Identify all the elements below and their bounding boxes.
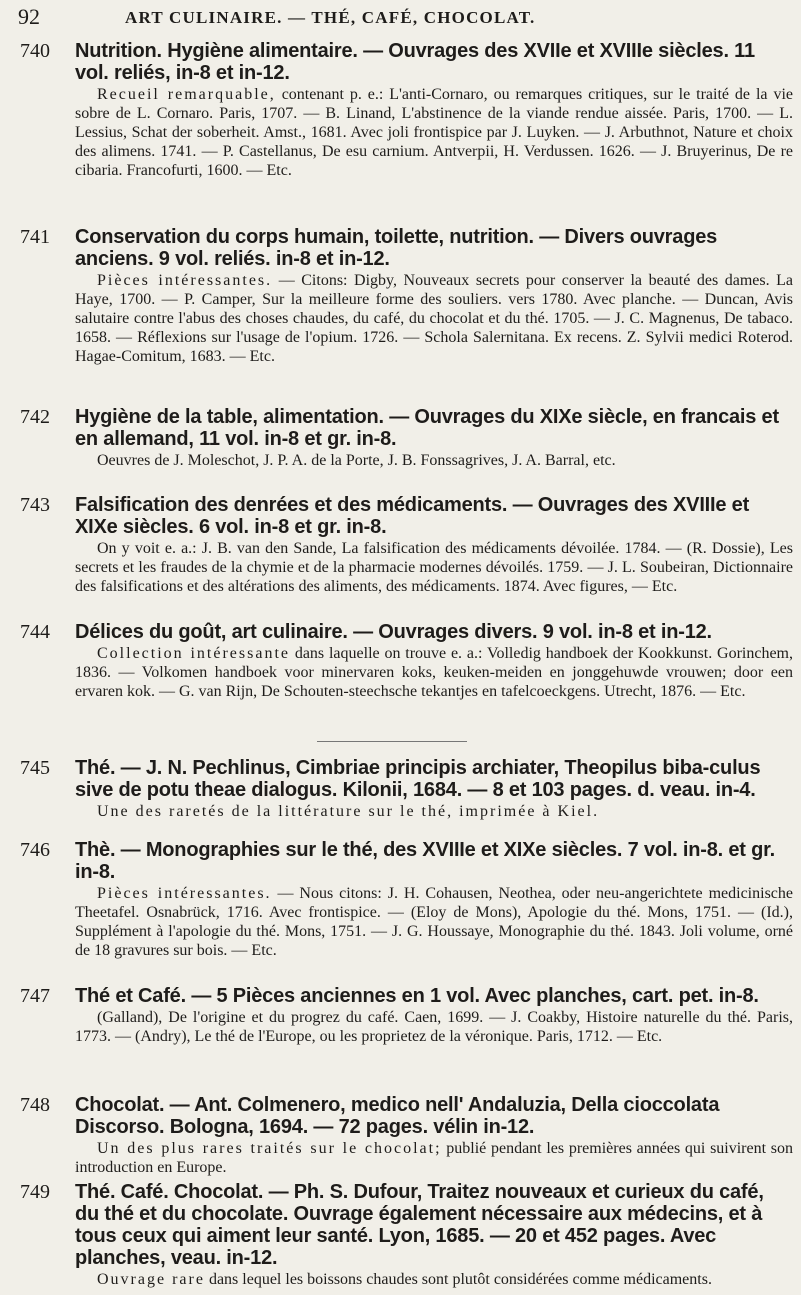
entry-text: — Citons: Digby, Nouveaux secrets pour conserver la beauté des dames. La Haye, 1700. — P. Camper, Sur la meilleure forme des souliers. vers 1780. Avec planche. — Duncan, Avis salutaire contre l'abus des choses chaudes, du café, du chocolat et du thé. 1705. — J. C. Magnenus, De tabaco. 1658. — Réflexions sur l'usage de l'opium. 1726. — Schola Salernitana. Ex recens. Z. Sylvii medici Roterod. Hagae-Comitum, 1683. — Etc. xyxy=(75,272,794,365)
entry-lead: Collection intéressante xyxy=(97,645,290,662)
catalogue-entry-742 xyxy=(0,406,801,470)
entry-description xyxy=(75,85,793,180)
entry-lead: Pièces intéressantes. xyxy=(97,272,273,289)
catalogue-entry-741 xyxy=(0,226,801,366)
entry-heading: Thé. — J. N. Pechlinus, Cimbriae principis archiater, Theopilus biba-culus sive de potu theae dialogus. Kilonii, 1684. — 8 et 103 pages. d. veau. in-4. xyxy=(75,757,761,801)
entry-heading: Thè. — Monographies sur le thé, des XVIIIe et XIXe siècles. 7 vol. in-8. et gr. in-8. xyxy=(75,839,775,883)
entry-description xyxy=(75,802,793,821)
entry-heading: Chocolat. — Ant. Colmenero, medico nell' Andaluzia, Della cioccolata Discorso. Bologna, 1694. — 72 pages. vélin in-12. xyxy=(75,1094,720,1138)
running-title: ART CULINAIRE. — THÉ, CAFÉ, CHOCOLAT. xyxy=(125,8,536,27)
section-divider xyxy=(317,741,467,742)
entry-lead: Un des plus rares traités sur le chocolat; xyxy=(97,1140,442,1157)
entry-description xyxy=(75,1270,793,1289)
catalogue-entry-740 xyxy=(0,40,801,180)
running-head xyxy=(0,4,801,34)
entry-description xyxy=(75,884,793,960)
catalogue-entry-744 xyxy=(0,621,801,701)
entry-heading: Thé. Café. Chocolat. — Ph. S. Dufour, Traitez nouveaux et curieux du café, du thé et du chocolate. Ouvrage également nécessaire aux médecins, et à tous ceux qui aiment leur santé. Lyon, 1685. — 20 et 452 pages. Avec planches, veau. in-12. xyxy=(75,1181,764,1269)
lot-number: 749 xyxy=(20,1181,50,1203)
entry-heading: Délices du goût, art culinaire. — Ouvrages divers. 9 vol. in-8 et in-12. xyxy=(75,621,712,643)
catalogue-entry-749 xyxy=(0,1181,801,1289)
entry-text: contenant p. e.: L'anti-Cornaro, ou remarques critiques, sur le traité de la vie sobre de L. Cornaro. Paris, 1707. — B. Linand, L'abstinence de la viande rendue aissée. Paris, 1700. — L. Lessius, Schat der soberheit. Amst., 1681. Avec joli frontispice par J. Luyken. — J. Arbuthnot, Nature et choix des alimens. 1741. — P. Castellanus, De esu carnium. Antverpii, H. Verdussen. 1626. — J. Bruyerinus, De re cibaria. Francofurti, 1600. — Etc. xyxy=(75,86,793,179)
lot-number: 742 xyxy=(20,406,50,428)
entry-lead: Pièces intéressantes. xyxy=(97,885,272,902)
lot-number: 744 xyxy=(20,621,50,643)
entry-description xyxy=(75,271,793,366)
entry-description: Oeuvres de J. Moleschot, J. P. A. de la Porte, J. B. Fonssagrives, J. A. Barral, etc. xyxy=(97,452,616,469)
catalogue-entry-745 xyxy=(0,757,801,821)
entry-description: (Galland), De l'origine et du progrez du café. Caen, 1699. — J. Coakby, Histoire naturelle du thé. Paris, 1773. — (Andry), Le thé de l'Europe, ou les proprietez de la véronique. Paris, 1712. — Etc. xyxy=(75,1009,793,1045)
entry-lead: Recueil remarquable, xyxy=(97,86,276,103)
entry-lead: Ouvrage rare xyxy=(97,1271,205,1288)
entry-text: — Nous citons: J. H. Cohausen, Neothea, oder neu-angerichtete medicinische Theetafel. Osnabrück, 1716. Avec frontispice. — (Eloy de Mons), Apologie du thé. Mons, 1751. — (Id.), Supplément à l'apologie du thé. Mons, 1751. — J. G. Houssaye, Monographie du thé. 1843. Joli volume, orné de 18 gravures sur bois. — Etc. xyxy=(75,885,794,959)
entry-heading: Conservation du corps humain, toilette, nutrition. — Divers ouvrages anciens. 9 vol. reliés. in-8 et in-12. xyxy=(75,226,718,270)
catalogue-entry-747 xyxy=(0,985,801,1046)
lot-number: 747 xyxy=(20,985,50,1007)
entry-text: publié pendant les premières années qui suivirent son introduction en Europe. xyxy=(75,1140,794,1176)
page-number: 92 xyxy=(18,4,40,29)
entry-heading: Thé et Café. — 5 Pièces anciennes en 1 vol. Avec planches, cart. pet. in-8. xyxy=(75,985,759,1007)
lot-number: 741 xyxy=(20,226,50,248)
entry-heading: Nutrition. Hygiène alimentaire. — Ouvrages des XVIIe et XVIIIe siècles. 11 vol. reliés, in-8 et in-12. xyxy=(75,40,755,84)
lot-number: 745 xyxy=(20,757,50,779)
entry-lead: Une des raretés de la littérature sur le thé, imprimée à Kiel. xyxy=(97,803,600,820)
entry-heading: Falsification des denrées et des médicaments. — Ouvrages des XVIIIe et XIXe siècles. 6 vol. in-8 et gr. in-8. xyxy=(75,494,750,538)
entry-description: On y voit e. a.: J. B. van den Sande, La falsification des médicaments dévoilée. 1784. — (R. Dossie), Les secrets et les fraudes de la chymie et de la pharmacie modernes dévoilés. 1759. — J. L. Soubeiran, Dictionnaire des falsifications et des altérations des aliments, des médicaments. 1874. Avec figures, — Etc. xyxy=(75,540,793,595)
entry-text: dans lequel les boissons chaudes sont plutôt considérées comme médicaments. xyxy=(208,1271,712,1288)
lot-number: 748 xyxy=(20,1094,50,1116)
entry-heading: Hygiène de la table, alimentation. — Ouvrages du XIXe siècle, en francais et en allemand, 11 vol. in-8 et gr. in-8. xyxy=(75,406,779,450)
entry-description xyxy=(75,1139,793,1177)
entry-description xyxy=(75,644,793,701)
catalogue-entry-743 xyxy=(0,494,801,596)
entry-text: dans laquelle on trouve e. a.: Volledig handboek der Kookkunst. Gorinchem, 1836. — Volkomen handboek voor minervaren koks, keuken-meiden en jonggehuwde vrouwen; door een ervaren kok. — G. van Rijn, De Schouten-steechsche tekantjes en tafelcoeckgens. Utrecht, 1876. — Etc. xyxy=(75,645,793,700)
lot-number: 746 xyxy=(20,839,50,861)
catalogue-entry-748 xyxy=(0,1094,801,1177)
lot-number: 740 xyxy=(20,40,50,62)
catalogue-entry-746 xyxy=(0,839,801,960)
lot-number: 743 xyxy=(20,494,50,516)
